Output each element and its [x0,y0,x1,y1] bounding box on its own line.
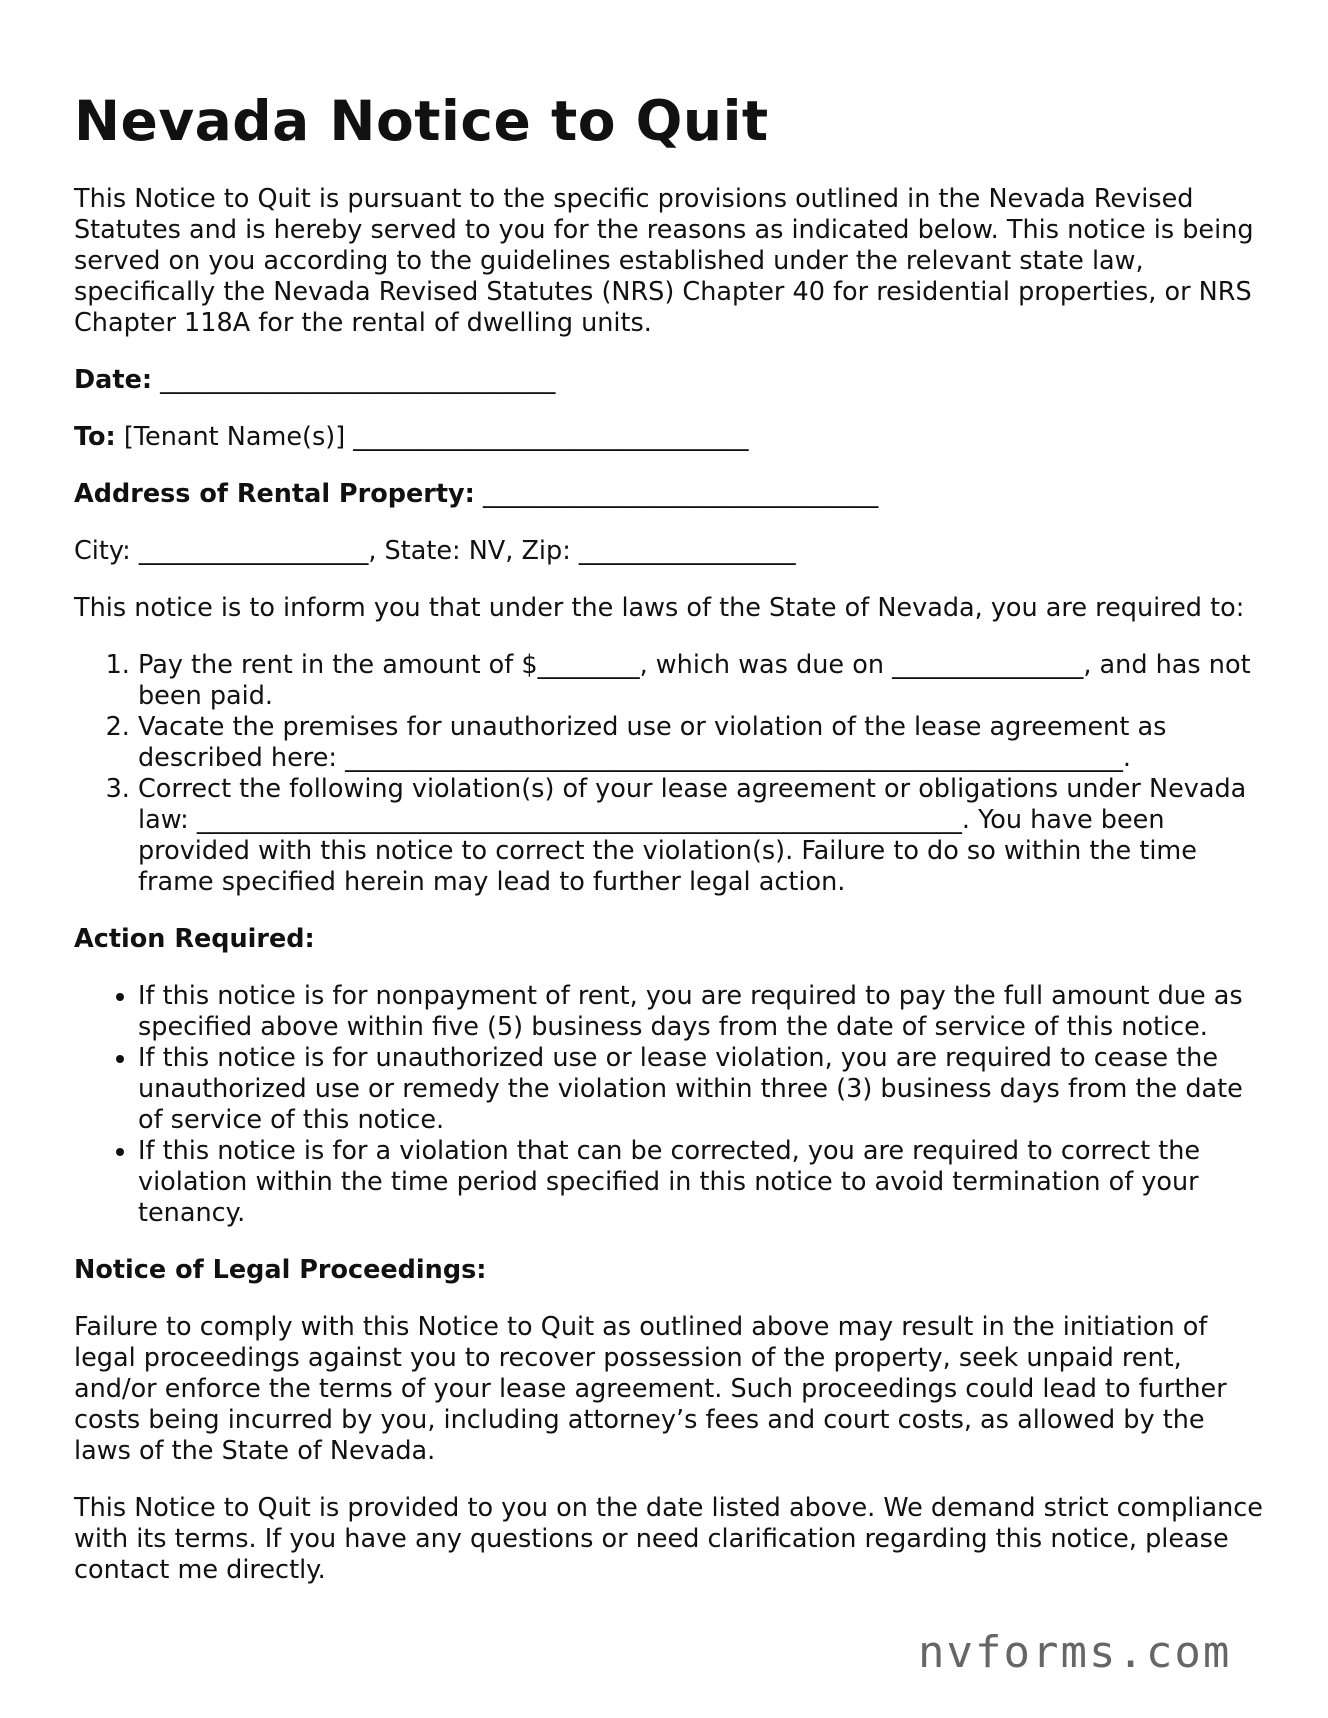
intro-paragraph: This Notice to Quit is pursuant to the specific provisions outlined in the Nevada Revised Statutes and is hereby served to you for the reasons as indicated below. This notice is being served on you according to the guidelines established under the relevant state law, specifically the Nevada Revised Statutes (NRS) Chapter 40 for residential properties, or NRS Chapter 118A for the rental of dwelling units. [74,184,1254,338]
watermark-logo: nvforms.com [918,1627,1232,1678]
address-blank: _______________________________ [482,479,879,509]
closing-paragraph: This Notice to Quit is provided to you on the date listed above. We demand strict compliance with its terms. If you have any questions or need clarification regarding this notice, please contact me directly. [74,1493,1263,1585]
address-field [74,479,1264,510]
requirements-list [74,650,1264,898]
requirement-item: 1. Pay the rent in the amount of $________, which was due on _______________, and has not been paid. [138,650,1264,712]
inform-paragraph: This notice is to inform you that under the laws of the State of Nevada, you are required to: [74,593,1245,623]
legal-proceedings-heading: Notice of Legal Proceedings: [74,1255,487,1285]
actions-list [74,981,1264,1229]
date-field [74,365,1264,396]
city-state-zip-field: City: __________________, State: NV, Zip: _________________ [74,536,796,566]
requirement-item: 3. Correct the following violation(s) of your lease agreement or obligations under Nevada law: ____________________________________________________________. You have been provided with this notice to correct the violation(s). Failure to do so within the time frame specified herein may lead to further legal action. [138,774,1264,898]
action-item: • If this notice is for unauthorized use or lease violation, you are required to cease the unauthorized use or remedy the violation within three (3) business days from the date of service of this notice. [138,1043,1264,1136]
action-required-heading: Action Required: [74,924,315,954]
action-item: • If this notice is for a violation that can be corrected, you are required to correct the violation within the time period specified in this notice to avoid termination of your tenancy. [138,1136,1264,1229]
date-label: Date: [74,365,153,395]
document-page [74,88,1264,1612]
requirement-item: 2. Vacate the premises for unauthorized use or violation of the lease agreement as described here: _____________________________________________________________. [138,712,1264,774]
to-label: To: [74,422,116,452]
to-field [74,422,1264,453]
action-item: • If this notice is for nonpayment of rent, you are required to pay the full amount due as specified above within five (5) business days from the date of service of this notice. [138,981,1264,1043]
address-label: Address of Rental Property: [74,479,475,509]
page-title: Nevada Notice to Quit [74,89,769,153]
date-blank: _______________________________ [160,365,556,395]
tenant-name-blank: [Tenant Name(s)] _______________________________ [123,422,749,452]
legal-paragraph: Failure to comply with this Notice to Quit as outlined above may result in the initiation of legal proceedings against you to recover possession of the property, seek unpaid rent, and/or enforce the terms of your lease agreement. Such proceedings could lead to further costs being incurred by you, including attorney’s fees and court costs, as allowed by the laws of the State of Nevada. [74,1312,1227,1466]
